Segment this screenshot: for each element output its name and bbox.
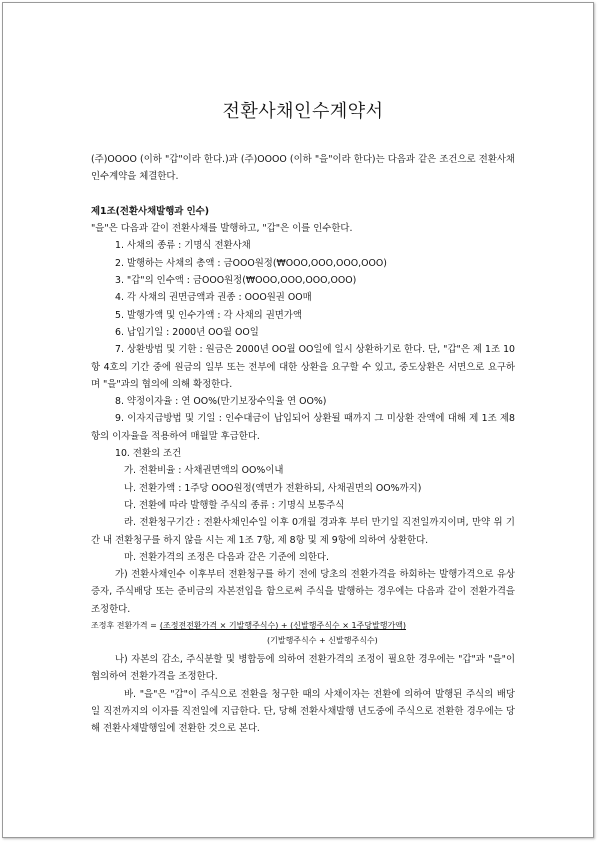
sub-item: 바. "을"은 "갑"이 주식으로 전환을 청구한 때의 사채이자는 전환에 의하여 발행된 주식의 배당일 직전까지의 이자를 직전일에 지급한다. 단, 당해 전환사채발행 년도중에 주식으로 전환한 경우에는 당해 전환사채발행일에 전환한 것으로 본다. bbox=[91, 688, 515, 735]
list-item: 7. 상환방법 및 기한 : 원금은 2000년 OO월 OO일에 일시 상환하기로 한다. 단, "갑"은 제 1조 10항 4호의 기간 중에 원금의 일부 또는 전부에 대한 상환을 요구할 수 있고, 중도상환은 서면으로 요구하며 "을"과의 협의에 의해 확정한다. bbox=[91, 344, 515, 390]
document-title: 전환사채인수계약서 bbox=[222, 101, 384, 122]
sub-item: 마. 전환가격의 조정은 다음과 같은 기준에 의한다. bbox=[124, 551, 329, 563]
intro-paragraph: (주)OOOO (이하 "갑"이라 한다.)과 (주)OOOO (이하 "을"이라 한다)는 다음과 같은 조건으로 전환사채인수계약을 체결한다. bbox=[91, 154, 515, 183]
formula-lhs: 조정후 전환가격 = bbox=[91, 621, 157, 631]
list-item: 6. 납입기일 : 2000년 OO월 OO일 bbox=[115, 326, 259, 338]
spacer bbox=[91, 186, 515, 203]
conversion-price-formula bbox=[91, 619, 515, 633]
list-item: 1. 사채의 종류 : 기명식 전환사채 bbox=[115, 240, 251, 252]
article-1-lead: "을"은 다음과 같이 전환사채를 발행하고, "갑"은 이를 인수한다. bbox=[91, 223, 353, 235]
adjustment-clause: 나) 자본의 감소, 주식분할 및 병합등에 의하여 전환가격의 조정이 필요한 경우에는 "갑"과 "을"이 협의하여 전환가격을 조정한다. bbox=[91, 654, 515, 683]
list-item: 9. 이자지급방법 및 기일 : 인수대금이 납입되어 상환될 때까지 그 미상환 잔액에 대해 제 1조 제8항의 이자율을 적용하여 매월말 후급한다. bbox=[91, 413, 515, 442]
formula-denominator: (기발행주식수 + 신발행주식수) bbox=[267, 636, 378, 646]
list-item: 4. 각 사채의 권면금액과 권종 : OOO원권 OO매 bbox=[115, 292, 312, 304]
sub-item: 다. 전환에 따라 발행할 주식의 종류 : 기명식 보통주식 bbox=[124, 499, 345, 511]
adjustment-clause: 가) 전환사채인수 이후부터 전환청구를 하기 전에 당초의 전환가격을 하회하는 발행가격으로 유상증자, 주식배당 또는 준비금의 자본전입을 함으로써 주식을 발행하는 경우에는 다음과 같이 전환가격을 조정한다. bbox=[91, 569, 515, 615]
formula-numerator: (조정전전환가격 × 기발행주식수) + (신발행주식수 × 1주당발행가액) bbox=[159, 621, 407, 631]
list-item: 3. "갑"의 인수액 : 금OOO원정(₩OOO,OOO,OOO,OOO) bbox=[115, 275, 357, 287]
list-item: 8. 약정이자율 : 연 OO%(만기보장수익율 연 OO%) bbox=[115, 396, 327, 408]
list-item: 2. 발행하는 사채의 총액 : 금OOO원정(₩OOO,OOO,OOO,OOO) bbox=[115, 257, 387, 269]
document-page bbox=[2, 2, 594, 838]
list-item: 10. 전환의 조건 bbox=[115, 448, 182, 460]
document-body bbox=[91, 151, 515, 738]
sub-item: 라. 전환청구기간 : 전환사채인수일 이후 0개월 경과후 부터 만기일 직전일까지이며, 만약 위 기간 내 전환청구를 하지 않을 시는 제 1조 7항, 제 8항 및 제 9항에 의하여 상환한다. bbox=[91, 517, 515, 546]
sub-item: 나. 전환가액 : 1주당 OOO원정(액면가 전환하되, 사채권면의 OO%까지) bbox=[124, 482, 422, 494]
sub-item: 가. 전환비율 : 사채권면액의 OO%이내 bbox=[124, 465, 284, 477]
article-1-heading: 제1조(전환사채발행과 인수) bbox=[91, 205, 209, 217]
list-item: 5. 발행가액 및 인수가액 : 각 사채의 권면가액 bbox=[115, 309, 302, 321]
